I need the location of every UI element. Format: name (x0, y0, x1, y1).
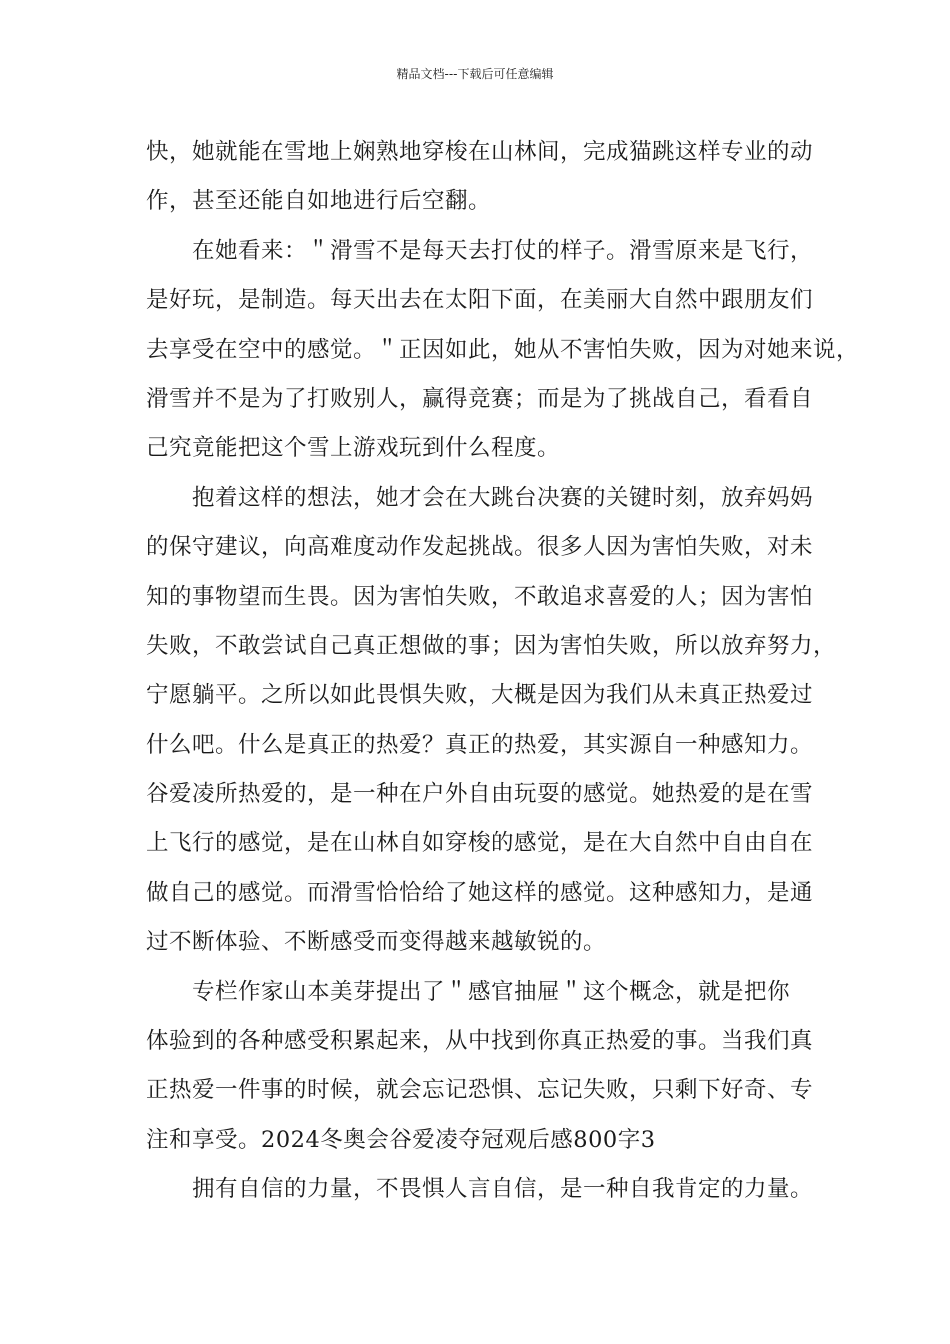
text-line: 什么吧。什么是真正的热爱？真正的热爱，其实源自一种感知力。 (146, 731, 814, 758)
text-line: 是好玩，是制造。每天出去在太阳下面，在美丽大自然中跟朋友们 (146, 287, 814, 314)
text-line: 抱着这样的想法，她才会在大跳台决赛的关键时刻，放弃妈妈 (192, 484, 814, 511)
text-line: 宁愿躺平。之所以如此畏惧失败，大概是因为我们从未真正热爱过 (146, 682, 814, 709)
text-line: 快，她就能在雪地上娴熟地穿梭在山林间，完成猫跳这样专业的动 (146, 139, 814, 165)
document-body (146, 128, 860, 1215)
text-line: 专栏作家山本美芽提出了＂感官抽屉＂这个概念，就是把你 (192, 978, 791, 1005)
text-line: 上飞行的感觉，是在山林自如穿梭的感觉，是在大自然中自由自在 (146, 830, 814, 857)
text-line: 谷爱凌所热爱的，是一种在户外自由玩耍的感觉。她热爱的是在雪 (146, 781, 814, 808)
page-header: 精品文档---下载后可任意编辑 (396, 67, 554, 81)
text-line: 作，甚至还能自如地进行后空翻。 (146, 188, 492, 215)
text-line: 拥有自信的力量，不畏惧人言自信，是一种自我肯定的力量。 (192, 1176, 814, 1203)
text-line: 滑雪并不是为了打败别人，赢得竞赛；而是为了挑战自己，看看自 (146, 385, 814, 412)
text-line: 失败，不敢尝试自己真正想做的事；因为害怕失败，所以放弃努力， (146, 632, 837, 659)
text-line: 知的事物望而生畏。因为害怕失败，不敢追求喜爱的人；因为害怕 (146, 583, 814, 610)
text-line: 在她看来：＂滑雪不是每天去打仗的样子。滑雪原来是飞行， (192, 237, 814, 264)
text-line: 正热爱一件事的时候，就会忘记恐惧、忘记失败，只剩下好奇、专 (146, 1077, 814, 1104)
text-line: 的保守建议，向高难度动作发起挑战。很多人因为害怕失败，对未 (146, 534, 814, 561)
text-line: 做自己的感觉。而滑雪恰恰给了她这样的感觉。这种感知力，是通 (146, 879, 814, 906)
text-line: 体验到的各种感受积累起来，从中找到你真正热爱的事。当我们真 (146, 1028, 814, 1055)
text-line: 己究竟能把这个雪上游戏玩到什么程度。 (146, 435, 561, 462)
text-line: 去享受在空中的感觉。＂正因如此，她从不害怕失败，因为对她来说， (146, 336, 860, 363)
text-line: 注和享受。2024冬奥会谷爱凌夺冠观后感800字3 (146, 1126, 656, 1153)
text-line: 过不断体验、不断感受而变得越来越敏锐的。 (146, 929, 607, 956)
